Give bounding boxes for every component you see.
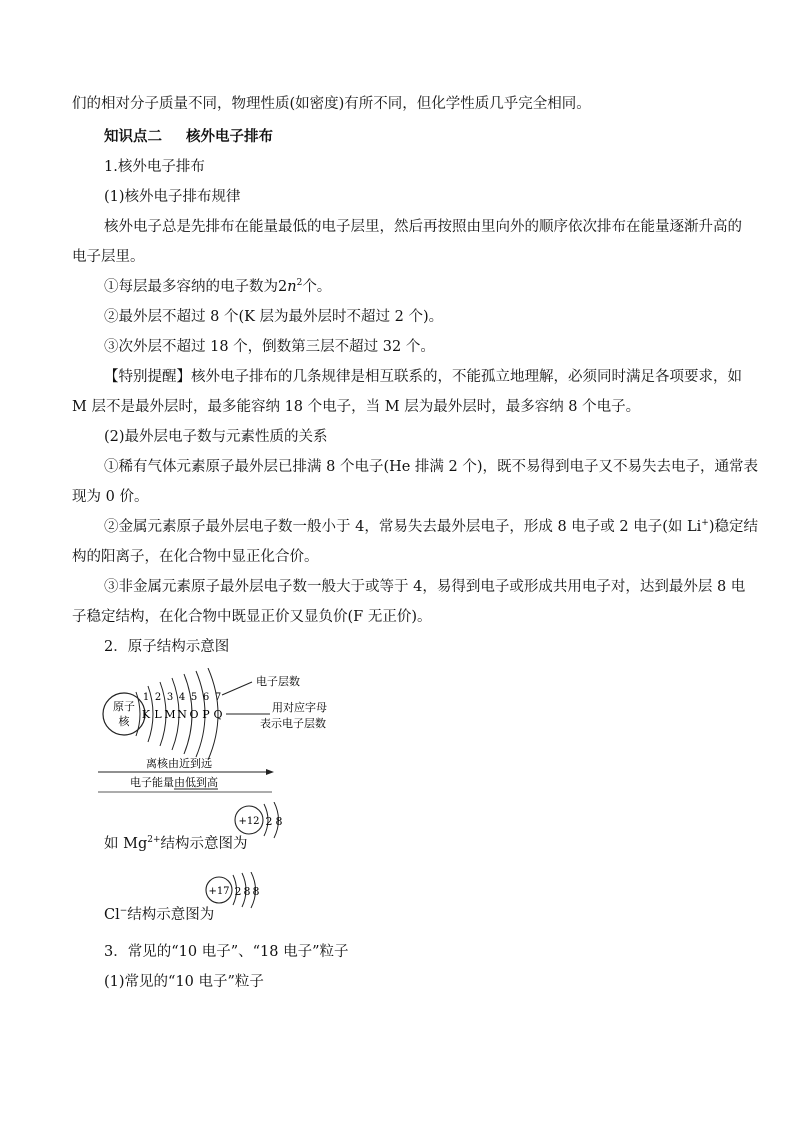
cl-caption-superscript: − <box>119 906 128 917</box>
energy-label: 电子能量由低到高 <box>130 776 218 789</box>
rule-1 <box>104 277 331 297</box>
shell-number: 6 <box>202 692 210 703</box>
shell-letter: K <box>141 708 151 721</box>
shell-letter: M <box>164 708 176 721</box>
cl-shell-count: 8 <box>252 885 260 898</box>
statement-2 <box>104 517 758 537</box>
mg-caption-text: 如 Mg <box>104 836 148 852</box>
shell-arc <box>136 692 140 736</box>
label-letters-1: 用对应字母 <box>272 701 327 714</box>
cl-caption-text: Cl <box>104 907 120 923</box>
heading-2: 2．原子结构示意图 <box>104 639 230 655</box>
statement-3-cont: 子稳定结构，在化合物中既显正价又显负价(F 无正价)。 <box>72 609 432 625</box>
heading-1-2: (2)最外层电子数与元素性质的关系 <box>104 429 328 445</box>
paragraph-line: 电子层里。 <box>72 249 145 265</box>
heading-1-1: (1)核外电子排布规律 <box>104 189 241 205</box>
text-line: 们的相对分子质量不同，物理性质(如密度)有所不同，但化学性质几乎完全相同。 <box>72 96 591 112</box>
section-heading <box>104 127 273 147</box>
label-layers: 电子层数 <box>256 675 300 688</box>
rule-1-suffix: 个。 <box>302 279 332 295</box>
shell-letter: N <box>177 708 187 721</box>
statement-2-superscript: + <box>701 518 709 529</box>
statement-2-text: ②金属元素原子最外层电子数一般小于 4，常易失去最外层电子，形成 8 电子或 2 电子(如 Li <box>104 519 702 535</box>
shell-letter: O <box>189 708 199 721</box>
statement-2-cont: 构的阳离子，在化合物中显正化合价。 <box>72 549 319 565</box>
statement-1: ①稀有气体元素原子最外层已排满 8 个电子(He 排满 2 个)，既不易得到电子又不易失去电子，通常表 <box>104 459 759 475</box>
label-letters-2: 表示电子层数 <box>260 717 326 730</box>
rule-2: ②最外层不超过 8 个(K 层为最外层时不超过 2 个)。 <box>104 309 444 325</box>
mg-shell-count: 2 <box>265 815 273 828</box>
shell-number: 5 <box>190 692 198 703</box>
shell-number: 2 <box>154 692 162 703</box>
statement-3: ③非金属元素原子最外层电子数一般大于或等于 4，易得到电子或形成共用电子对，达到最外层 8 电 <box>104 579 746 595</box>
nucleus-label-top: 原子 <box>113 700 135 713</box>
atom-structure-diagram <box>96 668 366 796</box>
cl-ion-diagram <box>203 872 283 912</box>
rule-1-text: ①每层最多容纳的电子数为2 <box>104 279 288 295</box>
rule-1-variable: n <box>287 279 297 295</box>
mg-caption <box>104 834 248 854</box>
cl-nuclear-charge: +17 <box>208 886 230 897</box>
tip-line: 【特别提醒】核外电子排布的几条规律是相互联系的，不能孤立地理解，必须同时满足各项要求，如 <box>104 369 742 385</box>
paragraph-line: 核外电子总是先排布在能量最低的电子层里，然后再按照由里向外的顺序依次排布在能量逐渐升高的 <box>104 219 742 235</box>
mg-nuclear-charge: +12 <box>238 816 260 827</box>
rule-3: ③次外层不超过 18 个，倒数第三层不超过 32 个。 <box>104 339 435 355</box>
shell-letter: P <box>202 708 210 721</box>
section-label: 知识点二 <box>104 128 162 145</box>
shell-letter: L <box>154 708 162 721</box>
heading-3: 3．常见的“10 电子”、“18 电子”粒子 <box>104 944 349 960</box>
leader-line <box>222 682 252 695</box>
shell-number: 3 <box>166 692 174 703</box>
arrow-head-icon <box>266 769 274 775</box>
cl-shell-count: 8 <box>243 885 251 898</box>
cl-shell-count: 2 <box>234 885 242 898</box>
shell-number: 4 <box>178 692 186 703</box>
cl-caption <box>104 905 214 925</box>
cl-caption-suffix: 结构示意图为 <box>127 907 215 923</box>
nucleus-label-bottom: 核 <box>118 715 130 728</box>
rule-1-superscript: 2 <box>296 278 303 289</box>
statement-1-cont: 现为 0 价。 <box>72 489 149 505</box>
heading-3-1: (1)常见的“10 电子”粒子 <box>104 974 264 990</box>
statement-2-suffix: )稳定结 <box>708 519 758 535</box>
shell-letter: Q <box>213 708 223 721</box>
section-title: 核外电子排布 <box>186 128 273 145</box>
mg-shell-count: 8 <box>275 815 283 828</box>
shell-number: 7 <box>214 692 222 703</box>
heading-1: 1.核外电子排布 <box>104 159 205 175</box>
tip-line: M 层不是最外层时，最多能容纳 18 个电子，当 M 层为最外层时，最多容纳 8 个电子。 <box>72 399 641 415</box>
shell-number: 1 <box>142 692 150 703</box>
mg-caption-superscript: 2+ <box>147 835 161 846</box>
arrow-label: 离核由近到远 <box>146 757 212 770</box>
mg-caption-suffix: 结构示意图为 <box>160 836 248 852</box>
